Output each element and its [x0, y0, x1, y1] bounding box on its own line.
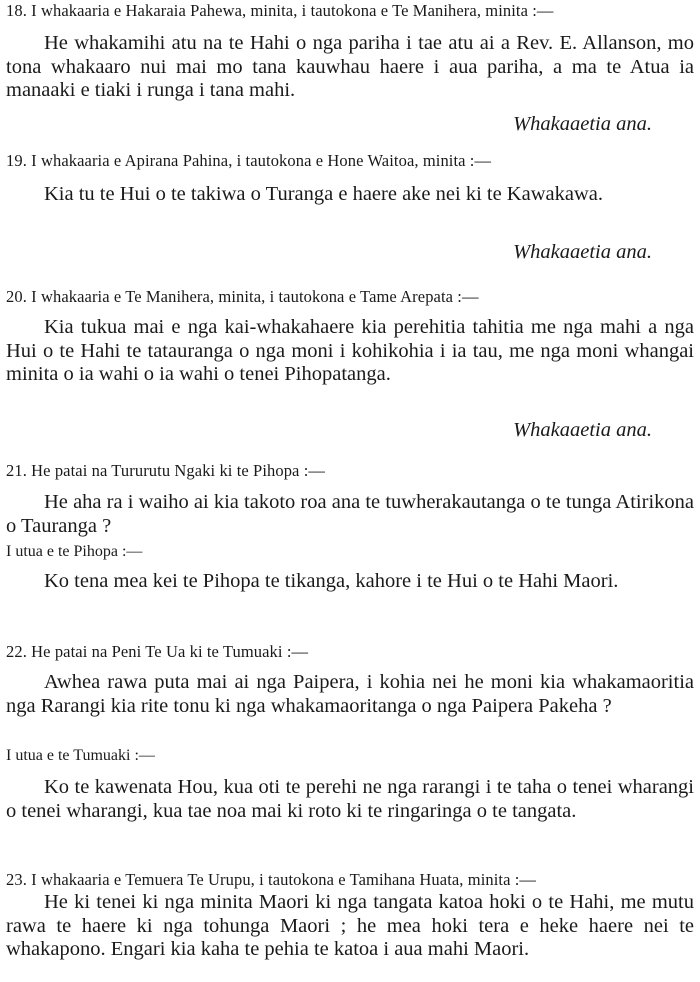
question-header: 22. He patai na Peni Te Ua ki te Tumuaki :— [6, 642, 309, 661]
motion-body: He whakamihi atu na te Hahi o nga pariha i tae atu ai a Rev. E. Allanson, mo tona whakaaro nui mai mo tana kauwhau haere i aua pariha, a ma te Atua ia manaaki e tiaki i runga i tana mahi. [6, 32, 694, 101]
resolution: Whakaaetia ana. [513, 419, 652, 441]
reply-label: I utua e te Pihopa :— [6, 543, 143, 560]
question-body: Awhea rawa puta mai ai nga Paipera, i kohia nei he moni kia whakamaoritia nga Rarangi kia rite tonu ki nga whakamaoritanga o nga Paipera Pakeha ? [6, 671, 694, 717]
resolution: Whakaaetia ana. [513, 113, 652, 135]
question-header: 21. He patai na Tururutu Ngaki ki te Pihopa :— [6, 461, 325, 480]
motion-header: 20. I whakaaria e Te Manihera, minita, i tautokona e Tame Arepata :— [6, 287, 479, 306]
motion-body: Kia tukua mai e nga kai-whakahaere kia perehitia tahitia me nga mahi a nga Hui o te Hahi te tatauranga o nga moni i kohikohia i ia tau, me nga moni whangai minita o ia wahi o ia wahi o tenei Pihopatanga. [6, 316, 694, 385]
reply-body: Ko te kawenata Hou, kua oti te perehi ne nga rarangi i te taha o tenei wharangi o tenei wharangi, kua tae noa mai ki roto ki te ringaringa o te tangata. [6, 776, 694, 822]
motion-header: 19. I whakaaria e Apirana Pahina, i tautokona e Hone Waitoa, minita :— [6, 151, 492, 170]
reply-body: Ko tena mea kei te Pihopa te tikanga, kahore i te Hui o te Hahi Maori. [44, 570, 619, 592]
reply-label: I utua e te Tumuaki :— [6, 747, 155, 764]
motion-header: 23. I whakaaria e Temuera Te Urupu, i tautokona e Tamihana Huata, minita :— [6, 870, 537, 889]
resolution: Whakaaetia ana. [513, 241, 652, 263]
motion-body: He ki tenei ki nga minita Maori ki nga tangata katoa hoki o te Hahi, me mutu rawa te haere ki nga tohunga Maori ; he mea hoki tera e heke haere nei te whakapono. Engari kia kaha te pehia te katoa i aua mahi Maori. [6, 891, 694, 960]
motion-header: 18. I whakaaria e Hakaraia Pahewa, minita, i tautokona e Te Manihera, minita :— [6, 1, 554, 20]
motion-body: Kia tu te Hui o te takiwa o Turanga e haere ake nei ki te Kawakawa. [44, 183, 603, 205]
question-body: He aha ra i waiho ai kia takoto roa ana te tuwherakautanga o te tunga Atirikona o Tauranga ? [6, 491, 694, 537]
